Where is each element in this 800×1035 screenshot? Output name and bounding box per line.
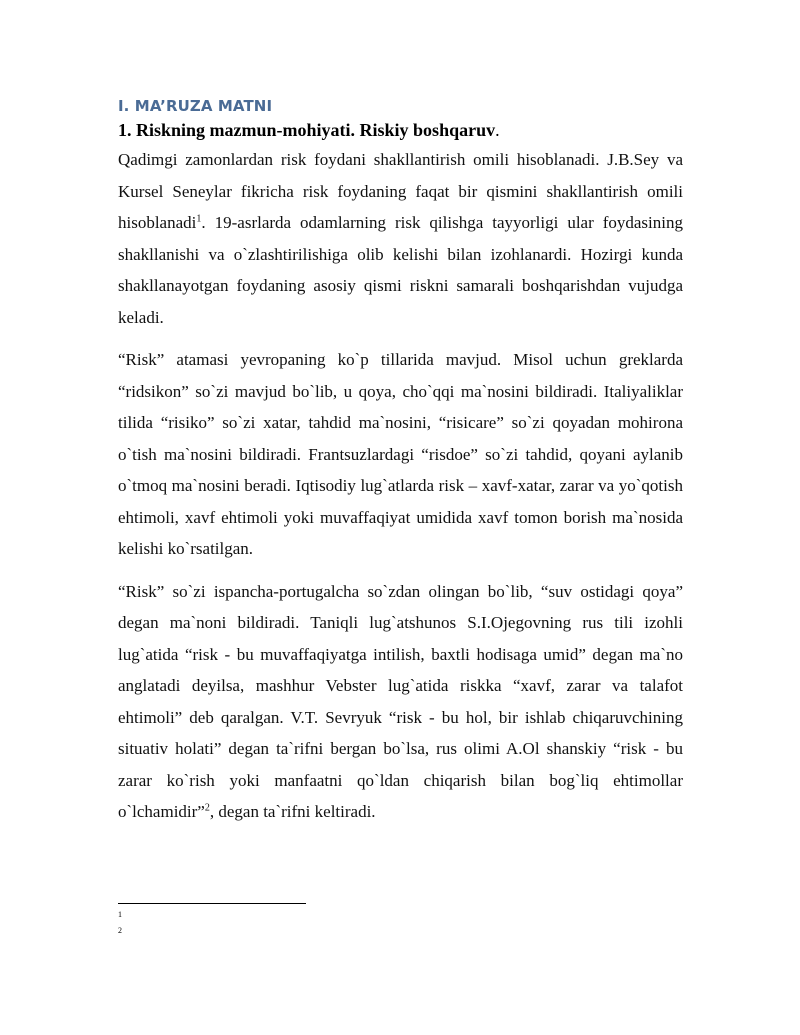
paragraph-1: [118, 144, 683, 333]
paragraph-3-text-cont: , degan ta`rifni keltiradi.: [209, 802, 376, 821]
footnote-divider: [118, 903, 306, 904]
paragraph-3-text: “Risk” so`zi ispancha-portugalcha so`zdan olingan bo`lib, “suv ostidagi qoya” degan ma`noni bildiradi. Taniqli lug`atshunos S.I.Ojegovning rus tili izohli lug`atida “risk - bu muvaffaqiyatga intilish, baxtli hodisaga umid” degan ma`no anglatadi deyilsa, mashhur Vebster lug`atida riskka “xavf, zarar va talafot ehtimoli” deb qaralgan. V.T. Sevryuk “risk - bu hol, bir ishlab chiqaruvchining situativ holati” degan ta`rifni bergan bo`lsa, rus olimi A.Ol shanskiy “risk - bu zarar ko`rish yoki manfaatni qo`ldan chiqarish bilan bog`liq ehtimollar o`lchamidir”: [118, 581, 683, 821]
paragraph-1-text: Qadimgi zamonlardan risk foydani shakllantirish omili hisoblanadi. J.B.Sey va Kursel Seneylar fikricha risk foydaning faqat bir qismini shakllantirish omili hisoblanadi: [118, 150, 683, 232]
footnote-2: 2: [118, 926, 122, 935]
document-body: [118, 96, 683, 828]
paragraph-1-text-cont: . 19-asrlarda odamlarning risk qilishga tayyorligi ular foydasining shakllanishi va o`zlashtirilishiga olib kelishi bilan izohlanardi. Hozirgi kunda shakllanayotgan foydaning asosiy qismi riskni samarali boshqarishdan vujudga keladi.: [118, 213, 683, 327]
footnote-1: 1: [118, 910, 122, 919]
section-heading: I. MA’RUZA MATNI: [118, 97, 273, 115]
subheading-text: 1. Riskning mazmun-mohiyati. Riskiy boshqaruv: [118, 120, 496, 140]
subheading-period: .: [495, 120, 500, 140]
footnote-ref-1[interactable]: 1: [196, 213, 202, 225]
paragraph-2: “Risk” atamasi yevropaning ko`p tillarida mavjud. Misol uchun greklarda “ridsikon” so`zi mavjud bo`lib, u qoya, cho`qqi ma`nosini bildiradi. Italiyaliklar tilida “risiko” so`zi xatar, tahdid ma`nosini, “risicare” so`zi qoyadan mohirona o`tish ma`nosini bildiradi. Frantsuzlardagi “risdoe” so`zi tahdid, qoyani aylanib o`tmoq ma`nosini beradi. Iqtisodiy lug`atlarda risk – xavf-xatar, zarar va yo`qotish ehtimoli, xavf ehtimoli yoki muvaffaqiyat umidida xavf tomon borish ma`nosida kelishi ko`rsatilgan.: [118, 350, 683, 558]
footnote-ref-2[interactable]: 2: [204, 802, 210, 814]
subheading: [118, 118, 683, 142]
paragraph-3: [118, 576, 683, 828]
